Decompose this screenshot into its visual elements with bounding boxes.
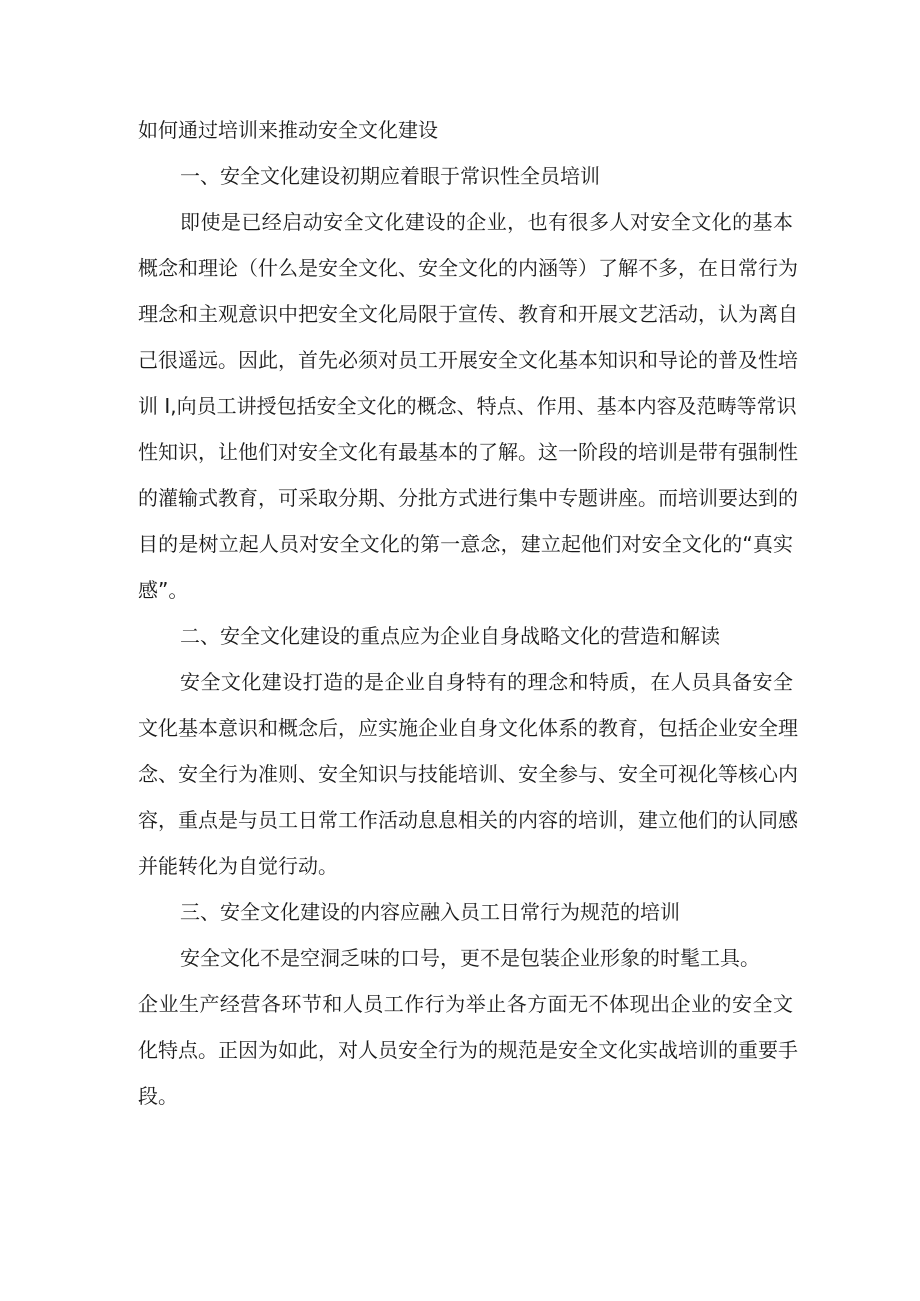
- section-2-line: 容，重点是与员工日常工作活动息息相关的内容的培训，建立他们的认同感: [138, 808, 798, 832]
- section-3-line: 安全文化不是空洞乏味的口号，更不是包装企业形象的时髦工具。: [180, 946, 760, 970]
- section-2-line: 安全文化建设打造的是企业自身特有的理念和特质，在人员具备安全: [180, 670, 793, 694]
- section-1-line: 训 Ⅰ,向员工讲授包括安全文化的概念、特点、作用、基本内容及范畴等常识: [138, 394, 797, 418]
- section-2-line: 文化基本意识和概念后，应实施企业自身文化体系的教育，包括企业安全理: [138, 716, 798, 740]
- section-1-line: 己很遥远。因此，首先必须对员工开展安全文化基本知识和导论的普及性培: [138, 348, 798, 372]
- section-1-line: 目的是树立起人员对安全文化的第一意念，建立起他们对安全文化的“真实: [138, 532, 793, 556]
- section-1-line: 感”。: [138, 578, 189, 602]
- section-1-line: 即使是已经启动安全文化建设的企业，也有很多人对安全文化的基本: [180, 210, 793, 234]
- section-3-line: 企业生产经营各环节和人员工作行为举止各方面无不体现出企业的安全文: [138, 992, 793, 1016]
- section-2-heading: 二、安全文化建设的重点应为企业自身战略文化的营造和解读: [180, 624, 720, 648]
- section-2-line: 并能转化为自觉行动。: [138, 854, 338, 878]
- section-1-heading: 一、安全文化建设初期应着眼于常识性全员培训: [180, 164, 600, 188]
- section-1-line: 理念和主观意识中把安全文化局限于宣传、教育和开展文艺活动，认为离自: [138, 302, 798, 326]
- section-1-line: 性知识，让他们对安全文化有最基本的了解。这一阶段的培训是带有强制性: [138, 440, 798, 464]
- section-3-heading: 三、安全文化建设的内容应融入员工日常行为规范的培训: [180, 900, 680, 924]
- section-1-line: 概念和理论（什么是安全文化、安全文化的内涵等）了解不多，在日常行为: [138, 256, 798, 280]
- section-1-line: 的灌输式教育，可采取分期、分批方式进行集中专题讲座。而培训要达到的: [138, 486, 798, 510]
- section-3-line: 化特点。正因为如此，对人员安全行为的规范是安全文化实战培训的重要手: [138, 1038, 798, 1062]
- document-title: 如何通过培训来推动安全文化建设: [138, 118, 438, 142]
- section-3-line: 段。: [138, 1084, 178, 1108]
- section-2-line: 念、安全行为准则、安全知识与技能培训、安全参与、安全可视化等核心内: [138, 762, 798, 786]
